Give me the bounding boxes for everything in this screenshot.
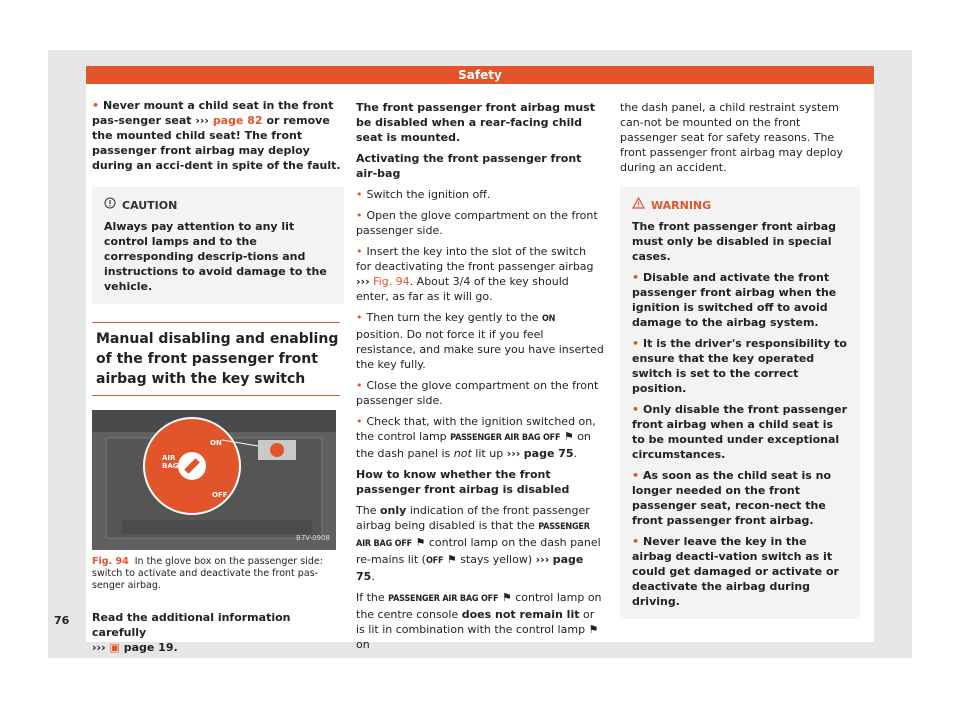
section-header: Safety (86, 66, 874, 84)
column-left (92, 94, 344, 661)
list-item: • Open the glove compartment on the front passenger side. (356, 208, 604, 238)
page-link[interactable]: page 75 (523, 447, 574, 460)
on-label: ON (210, 439, 222, 447)
list-item: • As soon as the child seat is no longer needed on the front passenger seat, recon-nect the front passenger front airbag. (632, 468, 848, 528)
list-item: • It is the driver's responsibility to ensure that the key operated switch is set to the correct position. (632, 336, 848, 396)
warning-intro: The front passenger front airbag must only be disabled in special cases. (632, 220, 837, 263)
seat-icon: ⚑ (588, 623, 599, 636)
book-icon: ▣ (109, 641, 120, 654)
subheading: Activating the front passenger front air-bag (356, 152, 582, 180)
page-link[interactable]: page 75 (356, 553, 584, 583)
list-item: • Never leave the key in the airbag deacti-vation switch as it could get damaged or activate or deactivate the airbag during driving. (632, 534, 848, 609)
glove-box-illustration (92, 410, 336, 550)
page-number: 76 (54, 614, 70, 627)
warning-heading: WARNING (632, 197, 848, 213)
seat-icon: ⚑ (446, 553, 457, 566)
column-middle (356, 100, 604, 658)
paragraph: The only indication of the front passenger airbag being disabled is that the PASSENGER AIR BAG OFF ⚑ control lamp on the dash panel re-mains lit (OFF ⚑ stays yellow) ››› page 75. (356, 504, 601, 583)
read-more: Read the additional information carefully ››› ▣ page 19. (92, 611, 291, 654)
list-item: • Check that, with the ignition switched on, the control lamp PASSENGER AIR BAG OFF ⚑ on the dash panel is not lit up ››› page 75. (356, 414, 604, 461)
list-item: • Insert the key into the slot of the switch for deactivating the front passenger airbag ››› Fig. 94. About 3/4 of the key should enter, as far as it will go. (356, 244, 604, 304)
figure-code: B7V-0908 (296, 534, 330, 542)
page-link[interactable]: page 19. (123, 641, 178, 654)
airbag-label: AIR BAG (162, 454, 179, 470)
figure-caption: Fig. 94 In the glove box on the passenger side: switch to activate and deactivate the front pas-senger airbag. (92, 556, 323, 591)
seat-icon: ⚑ (563, 430, 574, 443)
caution-box (92, 187, 344, 304)
column-right (620, 100, 860, 619)
caution-text: Always pay attention to any lit control lamps and to the corresponding descrip-tions and instructions to avoid damage to the vehicle. (104, 220, 327, 293)
figure-link[interactable]: Fig. 94 (373, 275, 410, 288)
list-item: • Close the glove compartment on the front passenger side. (356, 378, 604, 408)
section-title: Manual disabling and enabling of the front passenger front airbag with the key switch (92, 322, 340, 396)
seat-icon: ⚑ (501, 591, 512, 604)
list-item: • Only disable the front passenger front airbag when a child seat is to be mounted under exceptional circumstances. (632, 402, 848, 462)
paragraph: If the PASSENGER AIR BAG OFF ⚑ control lamp on the centre console does not remain lit or is lit in combination with the control lamp ⚑ on (356, 591, 602, 651)
seat-icon: ⚑ (415, 536, 426, 549)
off-label: OFF (212, 491, 228, 499)
caution-heading: CAUTION (104, 197, 332, 213)
warning-bullet: • Never mount a child seat in the front pas-senger seat ››› page 82 or remove the mounted child seat! The front passenger front airbag may deploy during an acci-dent in spite of the fault. (92, 98, 344, 173)
warning-triangle-icon (632, 197, 645, 213)
glove-box-figure (92, 410, 336, 550)
list-item: • Disable and activate the front passenger front airbag when the ignition is switched off to avoid damage to the airbag system. (632, 270, 848, 330)
list-item: • Then turn the key gently to the ON position. Do not force it if you feel resistance, and make sure you have inserted the key fully. (356, 310, 604, 372)
subheading: How to know whether the front passenger front airbag is disabled (356, 468, 570, 496)
continuation-text: the dash panel, a child restraint system can-not be mounted on the front passenger seat for safety reasons. The front passenger front airbag may deploy during an accident. (620, 101, 844, 174)
list-item: • Switch the ignition off. (356, 187, 604, 202)
warning-box (620, 187, 860, 619)
info-circle-icon (104, 197, 116, 213)
page-link[interactable]: page 82 (212, 114, 263, 127)
intro-text: The front passenger front airbag must be disabled when a rear-facing child seat is mounted. (356, 101, 595, 144)
